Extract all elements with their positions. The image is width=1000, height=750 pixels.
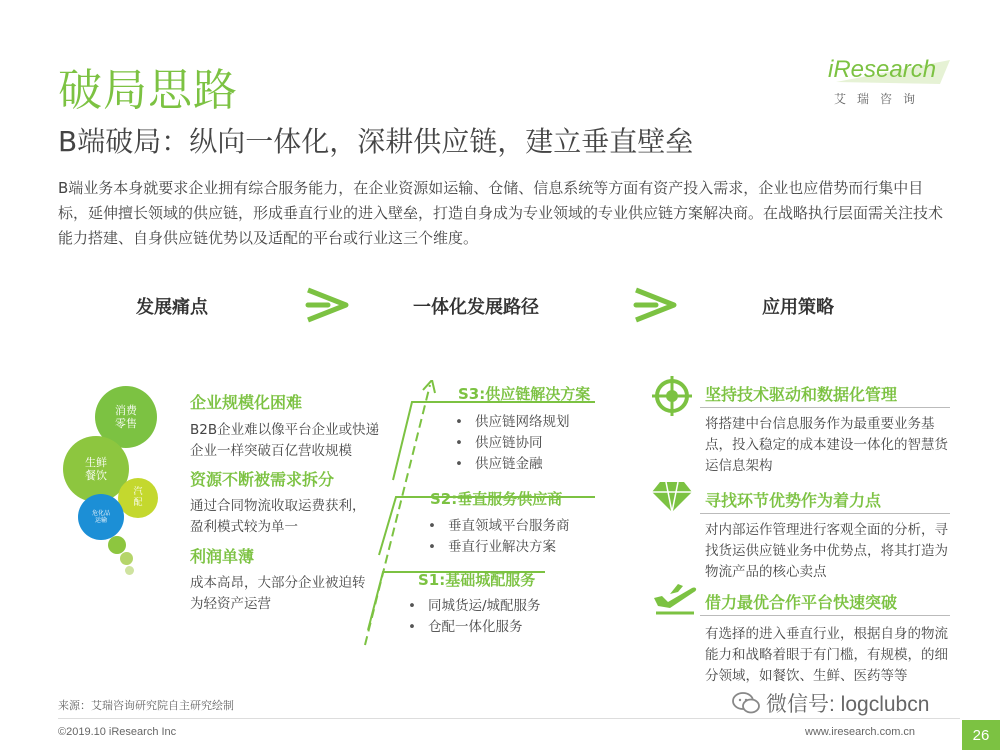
strategy-heading: 寻找环节优势作为着力点 — [705, 491, 882, 510]
column-header-pain-points: 发展痛点 — [136, 297, 208, 318]
logo-subtitle: 艾瑞咨询 — [834, 92, 927, 106]
strategy-heading: 借力最优合作平台快速突破 — [705, 593, 898, 612]
page-subtitle: B端破局：纵向一体化，深耕供应链，建立垂直壁垒 — [58, 125, 694, 158]
stage-s2-list — [428, 516, 569, 558]
list-item: • 供应链协同 — [455, 433, 569, 454]
list-item: • 供应链金融 — [455, 454, 569, 475]
wechat-id: 微信号: logclubcn — [766, 693, 930, 716]
column-header-strategy: 应用策略 — [762, 297, 834, 318]
website: www.iresearch.com.cn — [805, 726, 916, 738]
pain-point-heading: 利润单薄 — [190, 547, 255, 566]
bubble-consumer-retail: 消费 零售 — [95, 386, 157, 448]
wechat-watermark — [732, 688, 929, 718]
target-icon — [652, 376, 692, 416]
copyright: ©2019.10 iResearch Inc — [58, 726, 177, 738]
source-note: 来源：艾瑞咨询研究院自主研究绘制 — [58, 699, 234, 712]
iresearch-logo — [828, 54, 958, 110]
pain-point-text: 通过合同物流收取运费获利，盈利模式较为单一 — [190, 498, 366, 535]
stage-s2-heading: S2:垂直服务供应商 — [430, 490, 563, 508]
page-number: 26 — [962, 720, 1000, 750]
list-item: • 同城货运/城配服务 — [408, 596, 541, 617]
stage-s1-heading: S1:基础城配服务 — [418, 571, 536, 589]
bubble-hazmat: 危化品 运输 — [78, 494, 124, 540]
stage-s1-list — [408, 596, 541, 638]
divider — [58, 718, 960, 719]
chevron-right-icon — [630, 284, 682, 326]
strategy-heading: 坚持技术驱动和数据化管理 — [705, 385, 898, 404]
wechat-icon — [732, 691, 760, 715]
list-item: • 垂直领域平台服务商 — [428, 516, 569, 537]
list-item: • 供应链网络规划 — [455, 412, 569, 433]
strategy-text: 对内部运作管理进行客观全面的分析，寻找货运供应链业务中优势点，将其打造为物流产品的核心卖点 — [705, 522, 948, 580]
bubble-small — [108, 536, 126, 554]
pain-point-text: 成本高昂，大部分企业被迫转为轻资产运营 — [190, 575, 366, 612]
column-header-path: 一体化发展路径 — [413, 297, 539, 318]
bubble-fresh-food: 生鲜 餐饮 — [63, 436, 129, 502]
diamond-icon — [650, 478, 694, 514]
bubble-small — [125, 566, 134, 575]
logo-word: iResearch — [828, 56, 937, 83]
divider — [700, 615, 950, 616]
pain-point-heading: 企业规模化困难 — [190, 393, 303, 412]
bubble-auto-parts: 汽 配 — [118, 478, 158, 518]
list-item: • 垂直行业解决方案 — [428, 537, 569, 558]
pain-point-heading: 资源不断被需求拆分 — [190, 470, 335, 489]
pain-point-text: B2B企业难以像平台企业或快递企业一样突破百亿营收规模 — [190, 422, 380, 459]
strategy-text: 将搭建中台信息服务作为最重要业务基点，投入稳定的成本建设一体化的智慧货运信息架构 — [705, 416, 948, 474]
page-title: 破局思路 — [58, 65, 238, 116]
strategy-text: 有选择的进入垂直行业，根据自身的物流能力和战略着眼于有门槛，有规模，的细分领域，如餐饮、生鲜、医药等等 — [705, 626, 948, 684]
list-item: • 仓配一体化服务 — [408, 617, 541, 638]
divider — [700, 407, 950, 408]
stage-s3-list — [455, 412, 569, 475]
divider — [700, 513, 950, 514]
chevron-right-icon — [302, 284, 354, 326]
stage-s3-heading: S3:供应链解决方案 — [458, 385, 591, 403]
bubble-small — [120, 552, 133, 565]
intro-paragraph: B端业务本身就要求企业拥有综合服务能力，在企业资源如运输、仓储、信息系统等方面有资产投入需求，企业也应借势而行集中目标，延伸擅长领域的供应链，形成垂直行业的进入壁垒，打造自身成为专业领域的专业供应链方案解决商。在战略执行层面需关注技术能力搭建、自身供应链优势以及适配的平台或行业这三个维度。 — [58, 179, 944, 247]
airplane-icon — [652, 578, 698, 616]
